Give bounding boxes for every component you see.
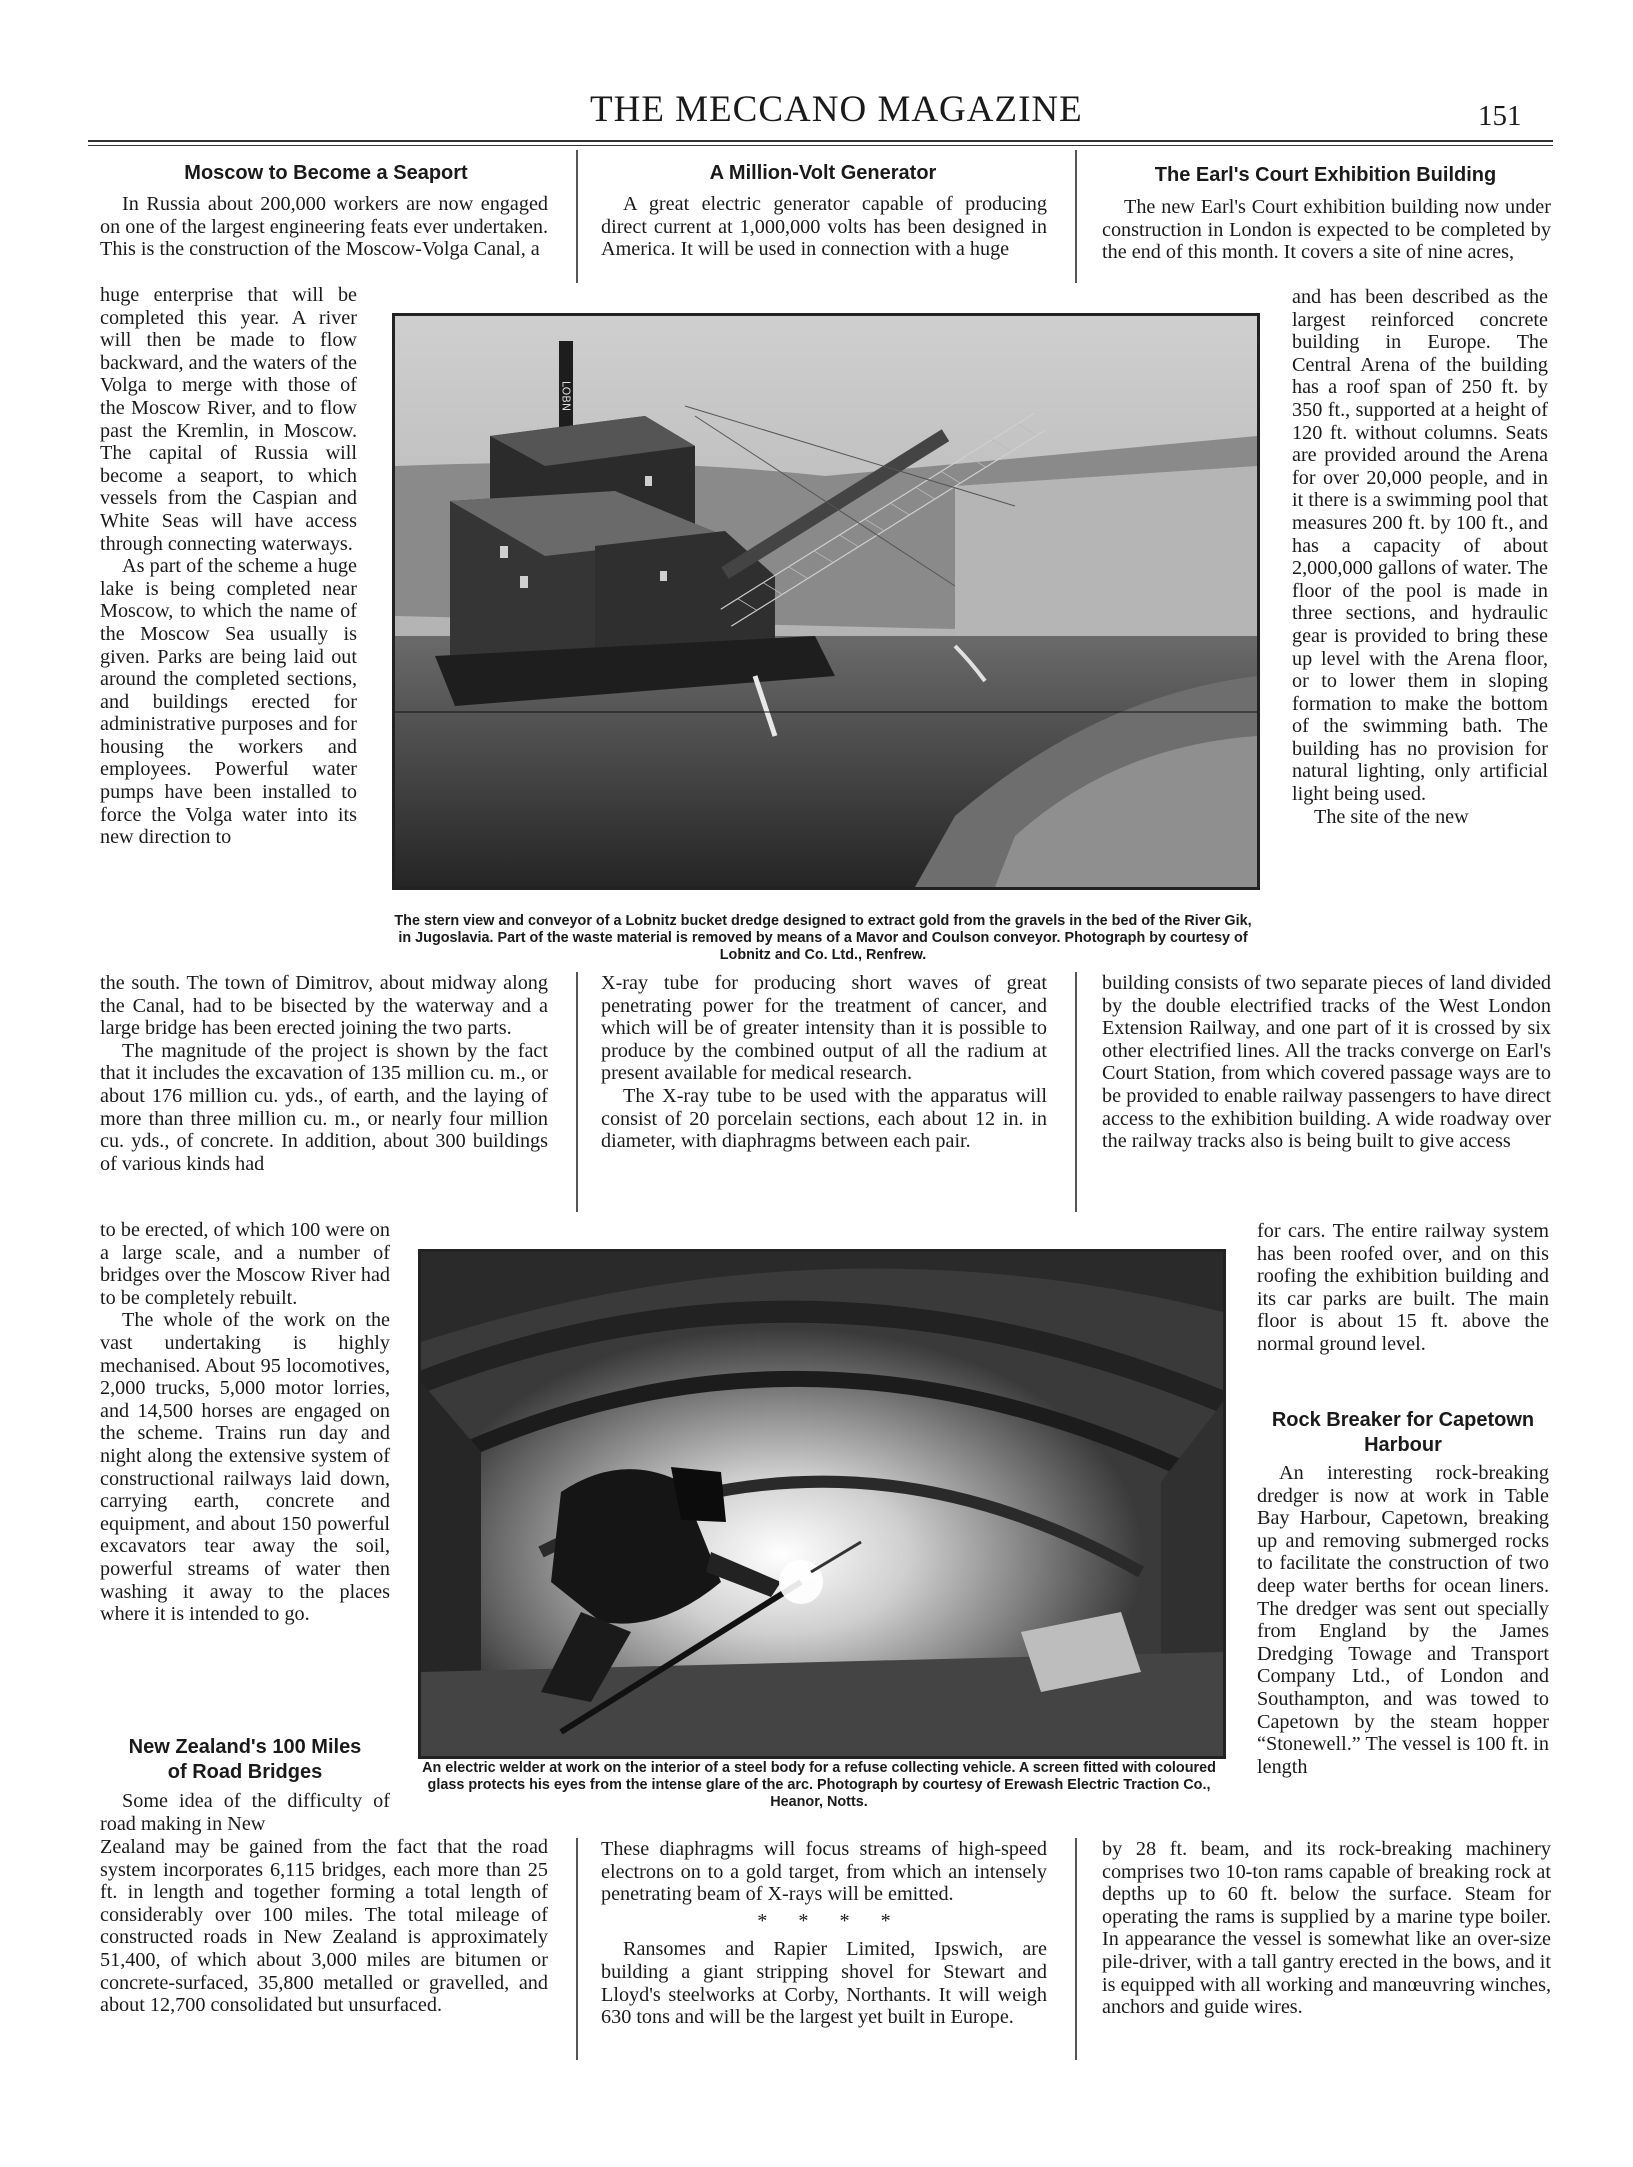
title-line: Rock Breaker for Capetown [1271,1409,1535,1431]
paragraph: In Russia about 200,000 workers are now engaged on one of the largest engineering feats ever undertaken. This is the construction of the Moscow-Volga Canal, a [100,193,548,261]
new-zealand-bottom-text [100,1836,548,2017]
new-zealand-article-title [100,1735,390,1785]
moscow-article-title: Moscow to Become a Seaport [184,162,468,184]
paragraph: huge enterprise that will be completed this year. A river will then be made to flow backward, and the waters of the Volga to merge with those of the Moscow River, and to flow past the Kremlin, in Moscow. The capital of Russia will become a seaport, to which vessels from the Caspian and White Seas will have access through connecting waterways. [100,284,357,555]
earls-court-continued-text [1102,972,1551,1153]
paragraph: The X-ray tube to be used with the apparatus will consist of 20 porcelain sections, each about 12 in. in diameter, with diaphragms between each pair. [601,1084,1047,1153]
earls-court-wrap-text [1292,286,1548,828]
title-line: Harbour [1364,1434,1442,1456]
rock-breaker-wrap-text [1257,1462,1549,1778]
earls-court-intro-text [1102,196,1551,264]
moscow-wrap-text [100,284,357,849]
chimney-lettering: LOBN [559,380,573,412]
million-volt-intro-text [601,193,1047,261]
title-line: New Zealand's 100 Miles [128,1736,362,1758]
million-volt-continued-text [601,972,1047,1153]
paragraph: These diaphragms will focus streams of high-speed electrons on to a gold target, from which an intensely penetrating beam of X-rays will be emitted. [601,1838,1047,1906]
dredge-photo [392,313,1260,890]
column-divider [1075,972,1077,1212]
magazine-title: THE MECCANO MAGAZINE [590,89,1083,130]
paragraph: The new Earl's Court exhibition building now under construction in London is expected to be completed by the end of this month. It covers a site of nine acres, [1102,196,1551,264]
paragraph: As part of the scheme a huge lake is being completed near Moscow, to which the name of the Moscow Sea usually is given. Parks are being laid out around the completed sections, and buildings erected for administrative purposes and for housing the workers and employees. Powerful water pumps have been installed to force the Volga water into its new direction to [100,555,357,849]
section-separator: * * * * [757,1909,891,1932]
paragraph: A great electric generator capable of producing direct current at 1,000,000 volts has been designed in America. It will be used in connection with a huge [601,193,1047,261]
paragraph: for cars. The entire railway system has been roofed over, and on this roofing the exhibition building and its car parks are built. The main floor is about 15 ft. above the normal ground level. [1257,1220,1549,1355]
million-volt-bottom-text [601,1838,1047,2029]
earls-court-article-title: The Earl's Court Exhibition Building [1154,164,1497,186]
moscow-intro-text [100,193,548,261]
paragraph: Zealand may be gained from the fact that the road system incorporates 6,115 bridges, each more than 25 ft. in length and together forming a total length of considerably over 100 miles. The total mileage of constructed roads in New Zealand is approximately 51,400, of which about 3,000 miles are bitumen or concrete-surfaced, 35,800 metalled or gravelled, and about 12,700 consolidated but unsurfaced. [100,1836,548,2017]
paragraph: Ransomes and Rapier Limited, Ipswich, are building a giant stripping shovel for Stewart and Lloyd's steelworks at Corby, Northants. It will weigh 630 tons and will be the largest yet built in Europe. [601,1938,1047,2029]
dredge-photo-caption: The stern view and conveyor of a Lobnitz bucket dredge designed to extract gold from the gravels in the bed of the River Gik, in Jugoslavia. Part of the waste material is removed by means of a Mavor and Coulson conveyor. Photograph by courtesy of Lobnitz and Co. Ltd., Renfrew. [394,913,1252,963]
paragraph: X-ray tube for producing short waves of great penetrating power for the treatment of cancer, and which will be of greater intensity than it is possible to produce by the combined output of all the radium at present available for medical research. [601,972,1047,1085]
welder-image [421,1252,1223,1756]
paragraph: The whole of the work on the vast undertaking is highly mechanised. About 95 locomotives, 2,000 trucks, 5,000 motor lorries, and 14,500 horses are engaged on the scheme. Trains run day and night along the extensive system of constructional railways laid down, carrying earth, concrete and equipment, and about 150 powerful excavators tear away the soil, powerful streams of water then washing it away to the places where it is intended to go. [100,1309,390,1626]
paragraph: by 28 ft. beam, and its rock-breaking machinery comprises two 10-ton rams capable of breaking rock at depths up to 60 ft. below the surface. Steam for operating the rams is supplied by a marine type boiler. In appearance the vessel is somewhat like an over-size pile-driver, with a tall gantry erected in the bows, and it is equipped with all working and manœuvring winches, anchors and guide wires. [1102,1838,1551,2019]
welder-photo-caption: An electric welder at work on the interior of a steel body for a refuse collecting vehicle. A screen fitted with coloured glass protects his eyes from the intense glare of the arc. Photograph by courtesy of Erewash Electric Traction Co., Heanor, Notts. [422,1760,1216,1810]
paragraph: An interesting rock-breaking dredger is now at work in Table Bay Harbour, Capetown, breaking up and removing submerged rocks to facilitate the construction of two deep water berths for ocean liners. The dredger was sent out specially from England by the James Dredging Towage and Transport Company Ltd., of London and Southampton, and was towed to Capetown by the steam hopper “Stonewell.” The vessel is 100 ft. in length [1257,1462,1549,1778]
page-number: 151 [1478,100,1522,132]
earls-court-wrap2-text [1257,1220,1549,1356]
title-line: of Road Bridges [167,1761,323,1783]
moscow-wrap2-text [100,1219,390,1626]
header-rule-top [88,140,1553,142]
paragraph: and has been described as the largest reinforced concrete building in Europe. The Central Arena of the building has a roof span of 250 ft. by 350 ft., supported at a height of 120 ft. without columns. Seats are provided around the Arena for over 20,000 people, and in it there is a swimming pool that measures 200 ft. by 100 ft., and has a capacity of about 2,000,000 gallons of water. The floor of the pool is made in three sections, and hydraulic gear is provided to bring these up level with the Arena floor, or to lower them in sloping formation to make the bottom of the swimming bath. The building has no provision for natural lighting, only artificial light being used. [1292,286,1548,806]
new-zealand-wrap-text [100,1790,390,1835]
column-divider [576,1838,578,2060]
paragraph: The site of the new [1314,805,1469,828]
paragraph: to be erected, of which 100 were on a large scale, and a number of bridges over the Moscow River had to be completely rebuilt. [100,1219,390,1309]
column-divider [576,150,578,283]
column-divider [576,972,578,1212]
welder-photo [418,1249,1226,1759]
column-divider [1075,1838,1077,2060]
million-volt-article-title: A Million-Volt Generator [709,162,937,184]
rock-breaker-article-title [1257,1408,1549,1458]
rock-breaker-bottom-text [1102,1838,1551,2019]
column-divider [1075,150,1077,283]
paragraph: building consists of two separate pieces of land divided by the double electrified tracks of the West London Extension Railway, and one part of it is crossed by six other electrified lines. All the tracks converge on Earl's Court Station, from which covered passage ways are to be provided to enable railway passengers to have direct access to the exhibition building. A wide roadway over the railway tracks also is being built to give access [1102,972,1551,1153]
dredge-image [395,316,1257,887]
paragraph: the south. The town of Dimitrov, about midway along the Canal, had to be bisected by the waterway and a large bridge has been erected joining the two parts. [100,972,548,1040]
paragraph: The magnitude of the project is shown by the fact that it includes the excavation of 135 million cu. m., or about 176 million cu. yds., of earth, and the laying of more than three million cu. m., or nearly four million cu. yds., of concrete. In addition, about 300 buildings of various kinds had [100,1039,548,1175]
paragraph: Some idea of the difficulty of road making in New [100,1790,390,1835]
moscow-continued-text [100,972,548,1175]
header-rule-bottom [88,145,1553,146]
